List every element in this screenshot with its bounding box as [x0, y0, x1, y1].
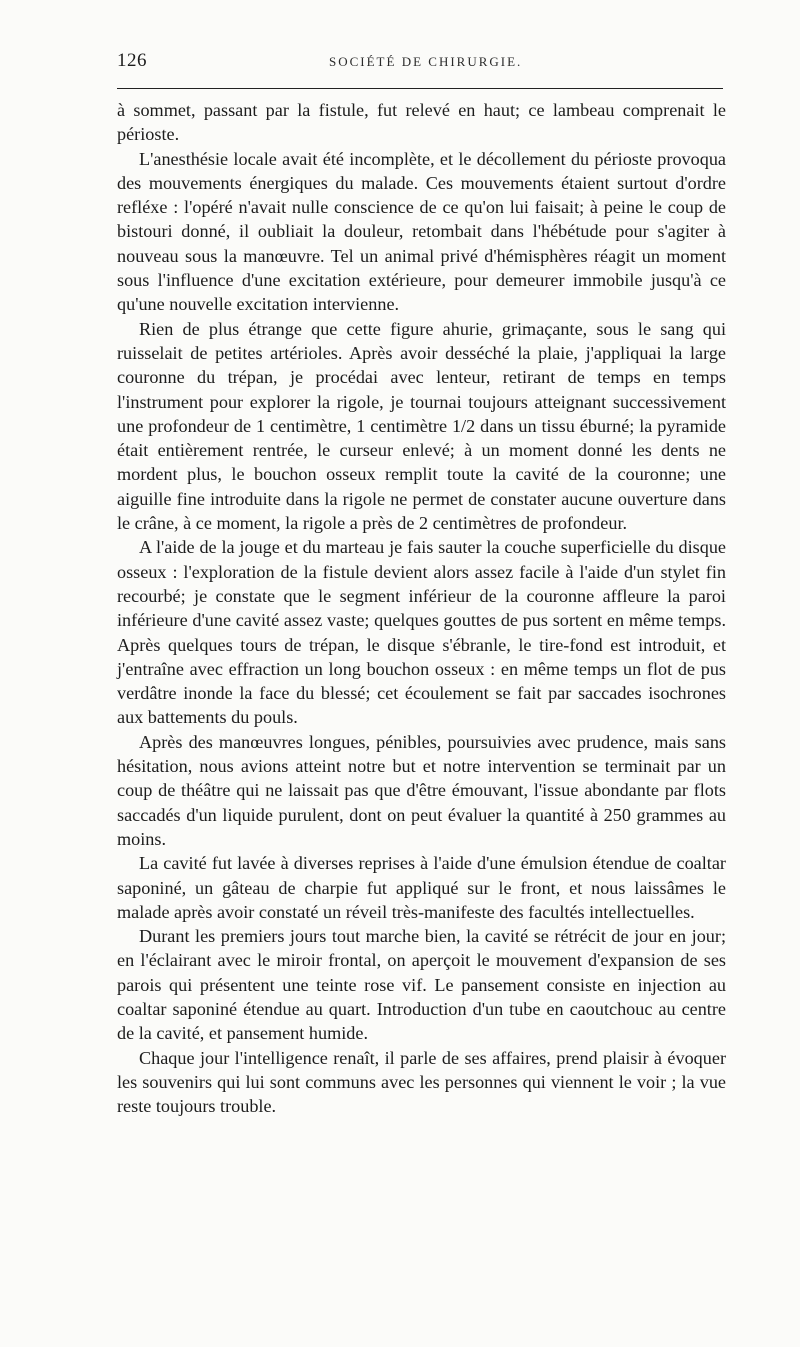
paragraph-6: La cavité fut lavée à diverses reprises à l'aide d'une émulsion étendue de coaltar saponiné, un gâteau de charpie fut appliqué sur le front, et nous laissâmes le malade après avoir constaté un réveil très-manifeste des facultés intellectuelles. — [117, 853, 726, 922]
paragraph-5: Après des manœuvres longues, pénibles, poursuivies avec prudence, mais sans hésitation, nous avions atteint notre but et notre intervention se terminait par un coup de théâtre qui ne laissait pas que d'être émouvant, l'issue abondante par flots saccadés d'un liquide purulent, dont on peut évaluer la quantité à 250 grammes au moins. — [117, 731, 726, 849]
running-head: SOCIÉTÉ DE CHIRURGIE. — [329, 54, 523, 69]
paragraph-4: A l'aide de la jouge et du marteau je fais sauter la couche superficielle du disque osseux : l'exploration de la fistule devient alors assez facile à l'aide d'un stylet fin recourbé; je constate que le segment inférieur de la couronne affleure la paroi inférieure d'une cavité assez vaste; quelques gouttes de pus sortent en même temps. Après quelques tours de trépan, le disque s'ébranle, le tire-fond est introduit, et j'entraîne avec effraction un long bouchon osseux : en même temps un flot de pus verdâtre inonde la face du blessé; cet écoulement se fait par saccades isochrones aux battements du pouls. — [117, 537, 726, 728]
paragraph-2: L'anesthésie locale avait été incomplète, et le décollement du périoste provoqua des mouvements énergiques du malade. Ces mouvements étaient surtout d'ordre refléxe : l'opéré n'avait nulle conscience de ce qu'on lui faisait; à peine le coup de bistouri donné, il oubliait la douleur, retombait dans l'hébétude pour s'agiter à nouveau sous la manœuvre. Tel un animal privé d'hémisphères réagit un moment sous l'influence d'une excitation extérieure, pour demeurer immobile jusqu'à ce qu'une nouvelle excitation intervienne. — [117, 148, 726, 315]
paragraph-7: Durant les premiers jours tout marche bien, la cavité se rétrécit de jour en jour; en l'éclairant avec le miroir frontal, on aperçoit le mouvement d'expansion de ses parois qui présentent une teinte rose vif. Le pansement consiste en injection au coaltar saponiné étendue au quart. Introduction d'un tube en caoutchouc au centre de la cavité, et pansement humide. — [117, 926, 726, 1044]
page-header — [117, 50, 723, 80]
paragraph-8: Chaque jour l'intelligence renaît, il parle de ses affaires, prend plaisir à évoquer les souvenirs qui lui sont communs avec les personnes qui viennent le voir ; la vue reste toujours trouble. — [117, 1047, 726, 1117]
paragraph-1: à sommet, passant par la fistule, fut relevé en haut; ce lambeau comprenait le périoste. — [117, 100, 726, 145]
page-number: 126 — [117, 50, 147, 71]
paragraph-3: Rien de plus étrange que cette figure ahurie, grimaçante, sous le sang qui ruisselait de petites artérioles. Après avoir desséché la plaie, j'appliquai la large couronne du trépan, je procédai avec lenteur, retirant de temps en temps l'instrument pour explorer la rigole, je tournai toujours atteignant successivement une profondeur de 1 centimètre, 1 centimètre 1/2 dans un tissu éburné; la pyramide était entièrement rentrée, le curseur enlevé; à un moment donné les dents ne mordent plus, le bouchon osseux remplit toute la cavité de la couronne; une aiguille fine introduite dans la rigole ne permet de constater aucune ouverture dans le crâne, à ce moment, la rigole a près de 2 centimètres de profondeur. — [117, 318, 726, 534]
body-text — [117, 98, 726, 1118]
header-rule — [117, 88, 723, 89]
